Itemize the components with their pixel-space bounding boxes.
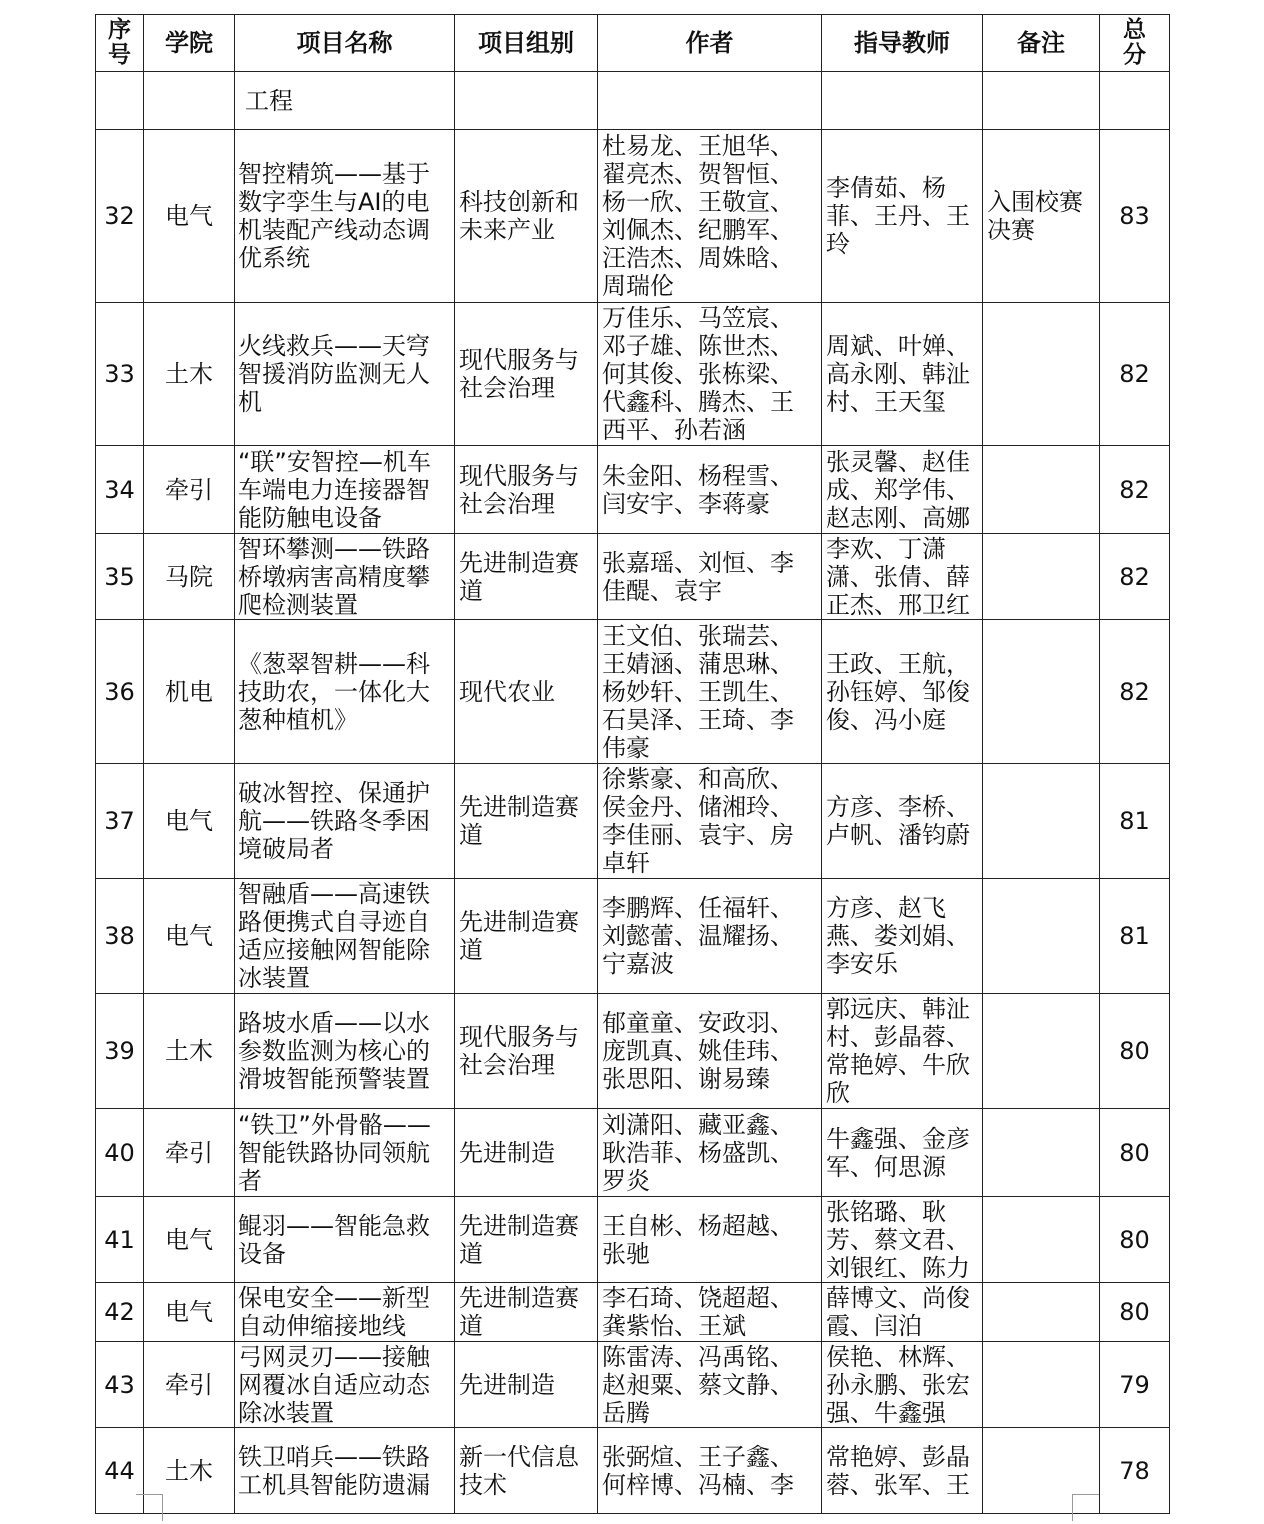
table-row xyxy=(96,446,1170,534)
cell-no: 44 xyxy=(96,1428,144,1514)
cell-remark xyxy=(983,994,1100,1109)
cell-group: 先进制造 xyxy=(455,1342,598,1428)
cell-project: “铁卫”外骨骼——智能铁路协同领航者 xyxy=(235,1109,455,1197)
cell-college: 土木 xyxy=(144,1428,235,1514)
cell-group: 科技创新和未来产业 xyxy=(455,130,598,303)
header-authors: 作者 xyxy=(598,15,822,72)
cell-authors: 万佳乐、马笠宸、邓子雄、陈世杰、何其俊、张栋梁、代鑫科、腾杰、王西平、孙若涵 xyxy=(598,303,822,446)
table-row xyxy=(96,1283,1170,1342)
cell-advisors: 薛博文、尚俊霞、闫泊 xyxy=(822,1283,983,1342)
cell-group: 先进制造赛道 xyxy=(455,1283,598,1342)
cell-remark xyxy=(983,72,1100,130)
cell-project: 《葱翠智耕——科技助农，一体化大葱种植机》 xyxy=(235,620,455,764)
cell-authors: 徐紫豪、和高欣、侯金丹、储湘玲、李佳丽、袁宇、房卓轩 xyxy=(598,764,822,879)
cell-no: 32 xyxy=(96,130,144,303)
cell-college: 电气 xyxy=(144,1197,235,1283)
cell-advisors: 周斌、叶婵、高永刚、韩沚村、王天玺 xyxy=(822,303,983,446)
cell-project: 火线救兵——天穹智援消防监测无人机 xyxy=(235,303,455,446)
cell-authors: 郁童童、安政羽、庞凯真、姚佳玮、张思阳、谢易臻 xyxy=(598,994,822,1109)
cell-score: 80 xyxy=(1100,1109,1170,1197)
cell-no: 42 xyxy=(96,1283,144,1342)
table-row xyxy=(96,534,1170,620)
cell-score: 78 xyxy=(1100,1428,1170,1514)
cell-project: 保电安全——新型自动伸缩接地线 xyxy=(235,1283,455,1342)
cell-remark xyxy=(983,1197,1100,1283)
header-score: 总分 xyxy=(1100,15,1170,72)
cell-score xyxy=(1100,72,1170,130)
cell-advisors: 王政、王航，孙钰婷、邹俊俊、冯小庭 xyxy=(822,620,983,764)
cell-advisors: 李倩茹、杨菲、王丹、王玲 xyxy=(822,130,983,303)
cell-college: 马院 xyxy=(144,534,235,620)
table-row xyxy=(96,1428,1170,1514)
cell-remark: 入围校赛决赛 xyxy=(983,130,1100,303)
cell-score: 82 xyxy=(1100,620,1170,764)
cell-remark xyxy=(983,303,1100,446)
cell-authors: 张嘉瑶、刘恒、李佳醍、袁宇 xyxy=(598,534,822,620)
cell-college: 牵引 xyxy=(144,446,235,534)
cell-college: 机电 xyxy=(144,620,235,764)
cell-remark xyxy=(983,1283,1100,1342)
cell-authors: 李鹏辉、任福轩、刘懿蕾、温耀扬、宁嘉波 xyxy=(598,879,822,994)
page-corner-mark-left xyxy=(136,1494,163,1521)
cell-project: 路坡水盾——以水参数监测为核心的滑坡智能预警装置 xyxy=(235,994,455,1109)
table-row xyxy=(96,130,1170,303)
cell-advisors: 李欢、丁潇潇、张倩、薛正杰、邢卫红 xyxy=(822,534,983,620)
cell-remark xyxy=(983,764,1100,879)
cell-project: “联”安智控—机车车端电力连接器智能防触电设备 xyxy=(235,446,455,534)
cell-college: 电气 xyxy=(144,1283,235,1342)
cell-advisors: 侯艳、林辉、孙永鹏、张宏强、牛鑫强 xyxy=(822,1342,983,1428)
cell-no: 36 xyxy=(96,620,144,764)
table-row xyxy=(96,994,1170,1109)
cell-score: 80 xyxy=(1100,994,1170,1109)
cell-college xyxy=(144,72,235,130)
cell-authors: 杜易龙、王旭华、翟亮杰、贺智恒、杨一欣、王敬宣、刘佩杰、纪鹏军、汪浩杰、周姝晗、周瑞伦 xyxy=(598,130,822,303)
cell-advisors: 张铭璐、耿芳、蔡文君、刘银红、陈力 xyxy=(822,1197,983,1283)
cell-score: 82 xyxy=(1100,446,1170,534)
cell-no: 33 xyxy=(96,303,144,446)
cell-advisors: 常艳婷、彭晶蓉、张军、王 xyxy=(822,1428,983,1514)
table-row xyxy=(96,1342,1170,1428)
cell-authors: 张弼煊、王子鑫、何梓博、冯楠、李 xyxy=(598,1428,822,1514)
cell-score: 81 xyxy=(1100,764,1170,879)
cell-college: 牵引 xyxy=(144,1342,235,1428)
results-table-page xyxy=(95,14,1169,1514)
cell-project: 智环攀测——铁路桥墩病害高精度攀爬检测装置 xyxy=(235,534,455,620)
cell-no: 43 xyxy=(96,1342,144,1428)
cell-no: 39 xyxy=(96,994,144,1109)
cell-advisors: 张灵馨、赵佳成、郑学伟、赵志刚、高娜 xyxy=(822,446,983,534)
cell-authors xyxy=(598,72,822,130)
cell-advisors: 方彦、李桥、卢帆、潘钧蔚 xyxy=(822,764,983,879)
cell-college: 土木 xyxy=(144,303,235,446)
cell-group: 现代农业 xyxy=(455,620,598,764)
cell-advisors: 郭远庆、韩沚村、彭晶蓉、常艳婷、牛欣欣 xyxy=(822,994,983,1109)
header-remark: 备注 xyxy=(983,15,1100,72)
cell-no: 38 xyxy=(96,879,144,994)
cell-no: 35 xyxy=(96,534,144,620)
cell-group: 现代服务与社会治理 xyxy=(455,994,598,1109)
header-advisors: 指导教师 xyxy=(822,15,983,72)
table-row xyxy=(96,1197,1170,1283)
cell-group: 先进制造赛道 xyxy=(455,764,598,879)
cell-remark xyxy=(983,534,1100,620)
cell-project: 破冰智控、保通护航——铁路冬季困境破局者 xyxy=(235,764,455,879)
table-row xyxy=(96,764,1170,879)
cell-project: 智融盾——高速铁路便携式自寻迹自适应接触网智能除冰装置 xyxy=(235,879,455,994)
header-no: 序号 xyxy=(96,15,144,72)
cell-score: 82 xyxy=(1100,534,1170,620)
table-row xyxy=(96,303,1170,446)
cell-score: 80 xyxy=(1100,1197,1170,1283)
cell-advisors xyxy=(822,72,983,130)
cell-college: 电气 xyxy=(144,130,235,303)
cell-project: 铁卫哨兵——铁路工机具智能防遗漏 xyxy=(235,1428,455,1514)
cell-score: 81 xyxy=(1100,879,1170,994)
cell-score: 80 xyxy=(1100,1283,1170,1342)
header-college: 学院 xyxy=(144,15,235,72)
cell-group: 先进制造 xyxy=(455,1109,598,1197)
cell-remark xyxy=(983,879,1100,994)
cell-score: 82 xyxy=(1100,303,1170,446)
cell-authors: 朱金阳、杨程雪、闫安宇、李蒋豪 xyxy=(598,446,822,534)
cell-college: 土木 xyxy=(144,994,235,1109)
cell-authors: 王文伯、张瑞芸、王婧涵、蒲思琳、杨妙轩、王凯生、石昊泽、王琦、李伟豪 xyxy=(598,620,822,764)
cell-advisors: 方彦、赵飞燕、娄刘娟、李安乐 xyxy=(822,879,983,994)
cell-remark xyxy=(983,1109,1100,1197)
cell-no: 40 xyxy=(96,1109,144,1197)
cell-no xyxy=(96,72,144,130)
header-project: 项目名称 xyxy=(235,15,455,72)
cell-authors: 李石琦、饶超超、龚紫怡、王斌 xyxy=(598,1283,822,1342)
cell-authors: 陈雷涛、冯禹铭、赵昶粟、蔡文静、岳腾 xyxy=(598,1342,822,1428)
cell-authors: 刘潇阳、藏亚鑫、耿浩菲、杨盛凯、罗炎 xyxy=(598,1109,822,1197)
cell-no: 41 xyxy=(96,1197,144,1283)
cell-score: 83 xyxy=(1100,130,1170,303)
header-row xyxy=(96,15,1170,72)
cell-group: 现代服务与社会治理 xyxy=(455,303,598,446)
cell-remark xyxy=(983,1342,1100,1428)
cell-group: 先进制造赛道 xyxy=(455,534,598,620)
cell-project: 工程 xyxy=(235,72,455,130)
cell-project: 智控精筑——基于数字孪生与AI的电机装配产线动态调优系统 xyxy=(235,130,455,303)
table-row xyxy=(96,620,1170,764)
header-group: 项目组别 xyxy=(455,15,598,72)
cell-group: 现代服务与社会治理 xyxy=(455,446,598,534)
cell-group: 新一代信息技术 xyxy=(455,1428,598,1514)
cell-remark xyxy=(983,620,1100,764)
cell-no: 34 xyxy=(96,446,144,534)
table-row-continued xyxy=(96,72,1170,130)
cell-project: 鲲羽——智能急救设备 xyxy=(235,1197,455,1283)
page-corner-mark-right xyxy=(1072,1494,1099,1521)
table-row xyxy=(96,879,1170,994)
cell-college: 电气 xyxy=(144,879,235,994)
cell-authors: 王自彬、杨超越、张驰 xyxy=(598,1197,822,1283)
cell-remark xyxy=(983,446,1100,534)
cell-college: 电气 xyxy=(144,764,235,879)
table-row xyxy=(96,1109,1170,1197)
cell-group: 先进制造赛道 xyxy=(455,1197,598,1283)
cell-no: 37 xyxy=(96,764,144,879)
cell-project: 弓网灵刃——接触网覆冰自适应动态除冰装置 xyxy=(235,1342,455,1428)
cell-score: 79 xyxy=(1100,1342,1170,1428)
results-table xyxy=(95,14,1170,1514)
cell-group xyxy=(455,72,598,130)
cell-group: 先进制造赛道 xyxy=(455,879,598,994)
cell-advisors: 牛鑫强、金彦军、何思源 xyxy=(822,1109,983,1197)
cell-college: 牵引 xyxy=(144,1109,235,1197)
